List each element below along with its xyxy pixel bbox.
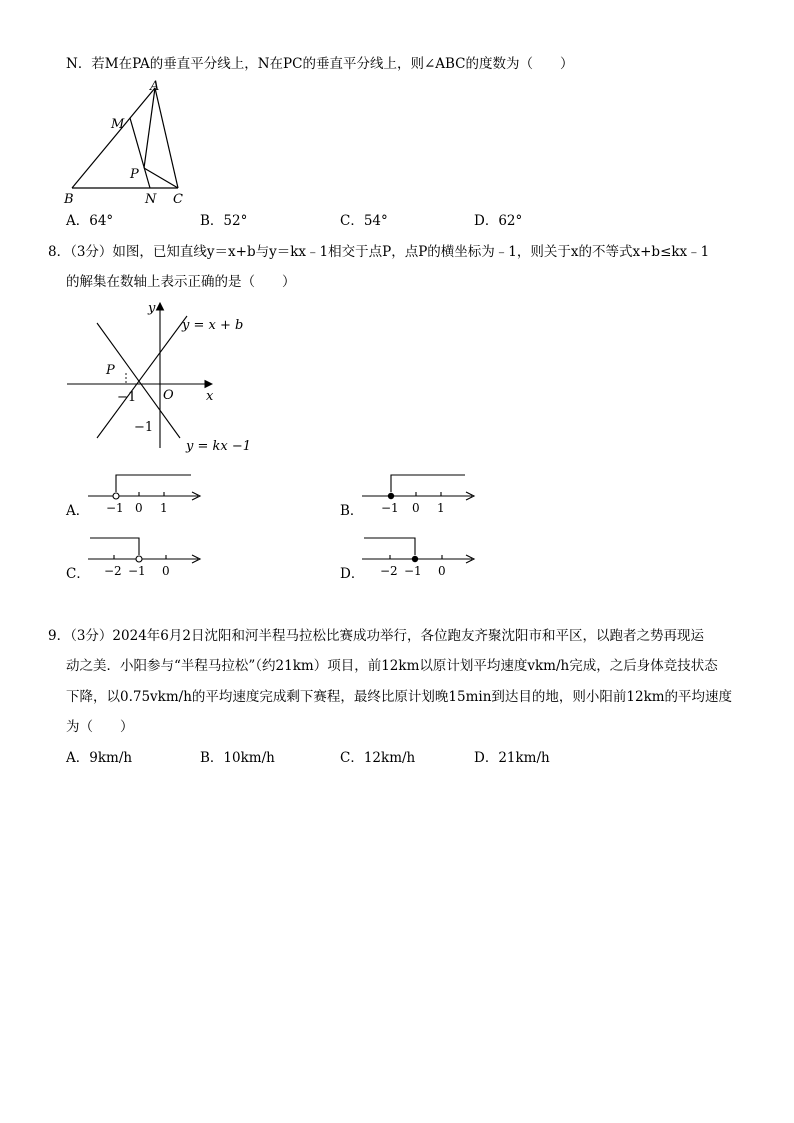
solution-bracket: [391, 475, 465, 492]
tick-label: −1: [128, 564, 146, 578]
q8-option-d-letter[interactable]: D．: [340, 566, 365, 582]
q8-option-d-numberline[interactable]: [362, 533, 482, 579]
tick-label: −1: [381, 501, 399, 515]
segment-ab: [72, 88, 155, 188]
label-b: B: [64, 192, 74, 207]
open-point: [113, 493, 119, 499]
q9-line3: 下降，以0.75vkm/h的平均速度完成剩下赛程，最终比原计划晚15min到达目的地，则小阳前12km的平均速度: [66, 689, 733, 705]
q8-coordinate-graph: [62, 298, 262, 458]
q8-option-c-letter[interactable]: C．: [66, 566, 90, 582]
tick-label: −2: [380, 564, 398, 578]
q9-option-a[interactable]: A．9km/h: [66, 750, 133, 766]
tick-label: −2: [104, 564, 122, 578]
q9-option-d[interactable]: D．21km/h: [474, 750, 550, 766]
closed-point: [412, 556, 418, 562]
q8-option-b-numberline[interactable]: [362, 470, 482, 516]
line2-label: y = kx −1: [186, 439, 252, 454]
tick-label: 0: [162, 564, 170, 578]
label-p: P: [130, 167, 139, 182]
solution-bracket: [364, 538, 415, 555]
q9-line2: 动之美．小阳参与“半程马拉松”（约21km）项目，前12km以原计划平均速度vkm/h完成，之后身体竞技状态: [66, 658, 718, 674]
q8-option-a-numberline[interactable]: [88, 470, 208, 516]
segment-ac: [155, 88, 178, 188]
q8-option-b-letter[interactable]: B．: [340, 503, 364, 519]
point-p-label: P: [106, 363, 115, 378]
line1-label: y = x + b: [182, 318, 244, 333]
q9-option-c[interactable]: C．12km/h: [340, 750, 416, 766]
q8-option-a-letter[interactable]: A．: [66, 503, 90, 519]
solution-bracket: [116, 475, 191, 492]
q7-triangle-figure: [60, 78, 200, 208]
q9-option-b[interactable]: B．10km/h: [200, 750, 275, 766]
q8-line1: 8．（3分）如图，已知直线y＝x+b与y＝kx﹣1相交于点P，点P的横坐标为﹣1，则关于x的不等式x+b≤kx﹣1: [48, 244, 710, 260]
tick-label: 0: [438, 564, 446, 578]
q7-tail-line: N．若M在PA的垂直平分线上，N在PC的垂直平分线上，则∠ABC的度数为（ ）: [66, 56, 574, 72]
solution-bracket: [90, 538, 139, 555]
tick-label: 0: [135, 501, 143, 515]
tick-label: −1: [106, 501, 124, 515]
q9-line4: 为（ ）: [66, 719, 134, 735]
closed-point: [388, 493, 394, 499]
origin-label: O: [163, 388, 174, 403]
y-tick-neg1: −1: [134, 420, 154, 435]
tick-label: −1: [404, 564, 422, 578]
x-axis-label: x: [206, 389, 214, 404]
label-a: A: [150, 79, 160, 94]
q9-line1: 9．（3分）2024年6月2日沈阳和河半程马拉松比赛成功举行，各位跑友齐聚沈阳市和平区，以跑者之势再现运: [48, 628, 704, 644]
q7-option-c[interactable]: C．54°: [340, 213, 388, 229]
y-axis-label: y: [148, 301, 156, 316]
label-n: N: [145, 192, 157, 207]
label-m: M: [111, 117, 125, 132]
q8-line2: 的解集在数轴上表示正确的是（ ）: [66, 274, 296, 290]
open-point: [136, 556, 142, 562]
tick-label: 1: [437, 501, 445, 515]
x-tick-neg1: −1: [117, 390, 137, 405]
tick-label: 1: [160, 501, 168, 515]
q7-option-b[interactable]: B．52°: [200, 213, 248, 229]
label-c: C: [173, 192, 183, 207]
tick-label: 0: [412, 501, 420, 515]
q7-option-a[interactable]: A．64°: [66, 213, 114, 229]
q8-option-c-numberline[interactable]: [88, 533, 208, 579]
q7-option-d[interactable]: D．62°: [474, 213, 523, 229]
